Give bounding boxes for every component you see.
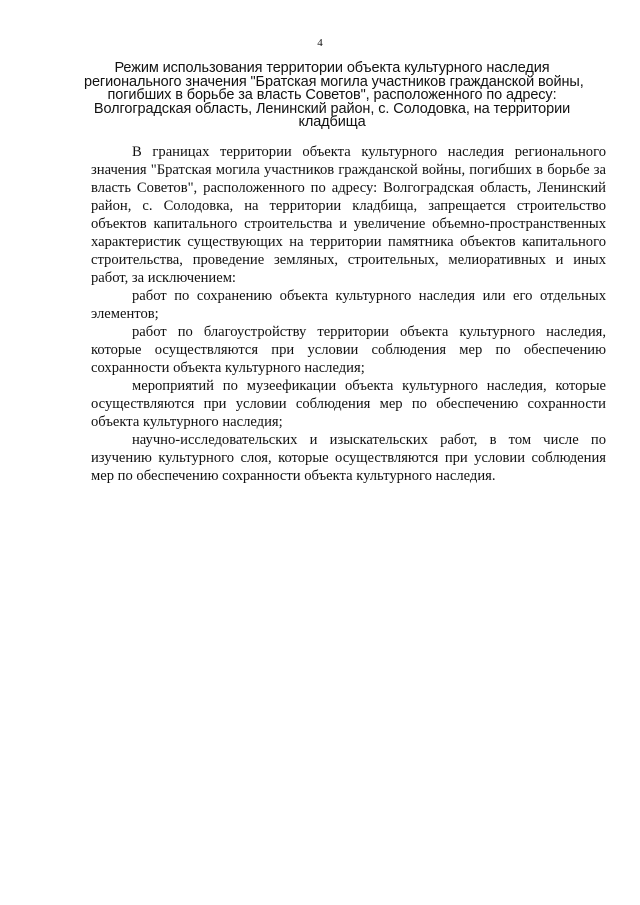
body-paragraph: работ по благоустройству территории объекта культурного наследия, которые осуществляются при условии соблюдения мер по обеспечению сохранности объекта культурного наследия; — [91, 324, 606, 376]
page-number: 4 — [317, 37, 323, 49]
body-paragraph: В границах территории объекта культурного наследия регионального значения "Братская могила участников гражданской войны, погибших в борьбе за власть Советов", расположенного по адресу: Волгоградская область, Ленинский район, с. Солодовка, на территории кладбища, запрещается строительство объектов капитального строительства и увеличение объемно-пространственных характеристик существующих на территории памятника объектов капитального строительства, проведение земляных, строительных, мелиоративных и иных работ, за исключением: — [91, 144, 606, 286]
title-line: Режим использования территории объекта культурного наследия — [114, 60, 550, 76]
title-line: погибших в борьбе за власть Советов", расположенного по адресу: — [107, 87, 557, 104]
title-line: кладбища — [298, 114, 366, 131]
body-paragraph: работ по сохранению объекта культурного наследия или его отдельных элементов; — [91, 288, 606, 322]
title-line: регионального значения "Братская могила участников гражданской войны, — [84, 73, 584, 90]
document-body — [91, 143, 606, 485]
body-paragraph: научно-исследовательских и изыскательских работ, в том числе по изучению культурного слоя, которые осуществляются при условии соблюдения мер по обеспечению сохранности объекта культурного наследия. — [91, 432, 606, 484]
document-title — [84, 60, 584, 131]
title-line: Волгоградская область, Ленинский район, с. Солодовка, на территории — [93, 100, 571, 117]
body-paragraph: мероприятий по музеефикации объекта культурного наследия, которые осуществляются при условии соблюдения мер по обеспечению сохранности объекта культурного наследия; — [91, 378, 606, 430]
